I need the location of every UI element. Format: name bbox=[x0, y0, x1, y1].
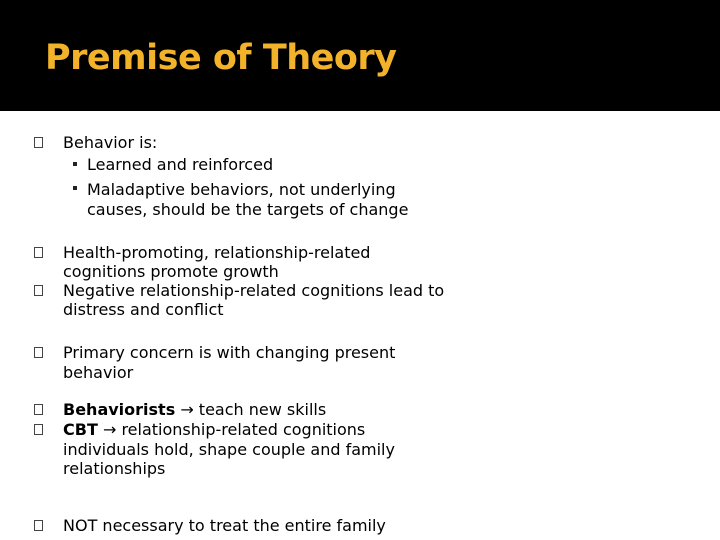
sub-bullet-text: Maladaptive behaviors, not underlying bbox=[87, 180, 396, 199]
missing-glyph-icon bbox=[34, 137, 43, 148]
bullet-rest-text: relationship-related cognitions bbox=[116, 420, 366, 439]
bullet-text: individuals hold, shape couple and family bbox=[63, 440, 395, 459]
missing-glyph-icon bbox=[34, 347, 43, 358]
missing-glyph-icon bbox=[34, 520, 43, 531]
bullet-text: Negative relationship-related cognitions lead to bbox=[63, 281, 445, 300]
bullet-text: Health-promoting, relationship-related bbox=[63, 243, 371, 262]
arrow-right-icon: → bbox=[180, 400, 194, 419]
bold-term: CBT bbox=[63, 420, 98, 439]
bullet-text: relationships bbox=[63, 459, 166, 478]
title-bar bbox=[0, 0, 720, 111]
slide-title: Premise of Theory bbox=[45, 38, 397, 78]
missing-glyph-icon bbox=[34, 404, 43, 415]
bullet-text bbox=[63, 400, 326, 419]
bullet-text: Primary concern is with changing present bbox=[63, 343, 396, 362]
bullet-text: behavior bbox=[63, 363, 134, 382]
bold-term: Behaviorists bbox=[63, 400, 176, 419]
bullet-rest-text: teach new skills bbox=[193, 400, 327, 419]
bullet-text bbox=[63, 420, 365, 439]
missing-glyph-icon bbox=[34, 247, 43, 258]
square-bullet-icon bbox=[73, 186, 77, 190]
bullet-text: Behavior is: bbox=[63, 133, 158, 152]
bullet-text: distress and conflict bbox=[63, 300, 224, 319]
missing-glyph-icon bbox=[34, 424, 43, 435]
sub-bullet-text: causes, should be the targets of change bbox=[87, 200, 409, 219]
arrow-right-icon: → bbox=[102, 420, 117, 439]
bullet-text: cognitions promote growth bbox=[63, 262, 279, 281]
square-bullet-icon bbox=[73, 162, 77, 166]
sub-bullet-text: Learned and reinforced bbox=[87, 155, 274, 174]
missing-glyph-icon bbox=[34, 285, 43, 296]
bullet-text: NOT necessary to treat the entire family bbox=[63, 516, 386, 535]
